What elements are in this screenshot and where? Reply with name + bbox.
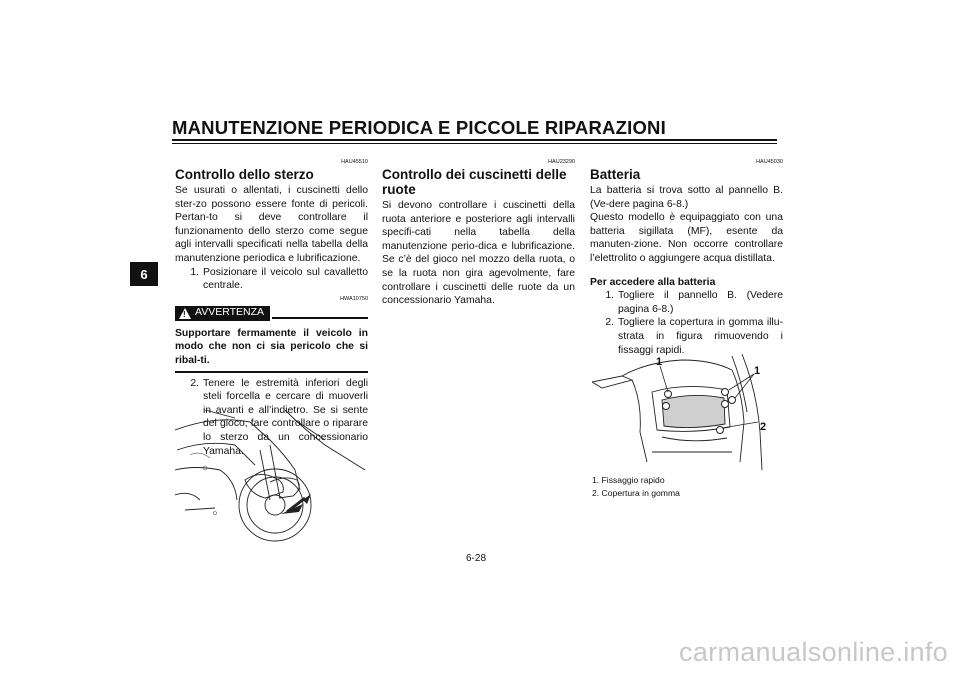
section-heading: Controllo dello sterzo (175, 167, 314, 182)
steering-check-illustration (175, 410, 373, 542)
section-code: HAU23290 (548, 159, 575, 165)
warning-code: HWA10750 (340, 295, 368, 302)
section-intro: Se usurati o allentati, i cuscinetti dello ster-zo possono essere fonte di pericoli. Pertan-to si deve controllare il funzionamento dello sterzo come segue agli intervalli specificati nella tabella della manutenzione periodica e lubrificazione. (175, 185, 368, 264)
wheel-bearings-section (382, 158, 575, 308)
step-number: 2. (190, 377, 199, 389)
battery-cover-illustration (592, 352, 785, 470)
section-code: HAU45030 (756, 159, 783, 165)
warning-bottom-rule (175, 371, 368, 373)
battery-info-text: Questo modello è equipaggiato con una batteria sigillata (MF), esente da manuten-zione. Non occorre controllare l’elettrolito o aggiungere acqua distillata. (590, 212, 783, 264)
callout-1-left: 1 (656, 356, 663, 368)
step-number: 1. (605, 290, 614, 302)
step-1 (175, 266, 368, 293)
section-code: HAU45510 (341, 159, 368, 165)
page-number: 6-28 (466, 553, 487, 564)
step-1 (590, 289, 783, 316)
chapter-tab[interactable]: 6 (130, 262, 158, 286)
step-text: Togliere il pannello B. (Vedere pagina 6-8.) (618, 290, 783, 315)
warning-label-text: AVVERTENZA (195, 306, 265, 319)
section-text: Si devono controllare i cuscinetti della ruota anteriore e posteriore agli intervalli specifi-cati nella tabella della manutenzione perio-dica e lubrificazione. Se c’è del gioco nel mozzo della ruota, o se la ruota non gira agevolmente, fare controllare i cuscinetti delle ruote da un concessionario Yamaha. (382, 200, 575, 307)
watermark: carmanualsonline.info (679, 637, 948, 667)
warning-triangle-icon: ! (179, 308, 191, 319)
step-number: 2. (605, 317, 614, 329)
callout-1-right: 1 (754, 365, 761, 377)
section-heading: Controllo dei cuscinetti delle ruote (382, 167, 567, 197)
battery-location-text: La batteria si trova sotto al pannello B. (Ve-dere pagina 6-8.) (590, 185, 783, 210)
warning-rule (272, 317, 368, 319)
callout-2: 2 (760, 421, 767, 433)
caption-item-1: 1. Fissaggio rapido (592, 475, 665, 485)
title-rule-thin (172, 143, 777, 144)
battery-access-subheading: Per accedere alla batteria (590, 276, 716, 288)
figure-caption (592, 474, 680, 500)
step-text: Tenere le estremità inferiori degli steli forcella e cercare di muoverli in avanti e all’indietro. Se si sente del gioco, fare controllare o riparare lo sterzo da un concessionario Yamaha. (203, 377, 368, 457)
warning-label (175, 306, 270, 321)
step-text: Posizionare il veicolo sul cavalletto centrale. (203, 266, 368, 292)
caption-item-2: 2. Copertura in gomma (592, 488, 680, 498)
title-rule (172, 139, 777, 141)
step-number: 1. (190, 266, 199, 278)
page-title: MANUTENZIONE PERIODICA E PICCOLE RIPARAZIONI (172, 117, 666, 138)
warning-box (175, 306, 368, 373)
step-text: Togliere la copertura in gomma illu-strata in figura rimuovendo i fissaggi rapidi. (618, 317, 783, 356)
battery-section (590, 158, 783, 357)
section-heading: Batteria (590, 167, 641, 182)
step-2 (590, 316, 783, 357)
warning-text: Supportare fermamente il veicolo in modo che non ci sia pericolo che si ribal-ti. (175, 327, 368, 366)
